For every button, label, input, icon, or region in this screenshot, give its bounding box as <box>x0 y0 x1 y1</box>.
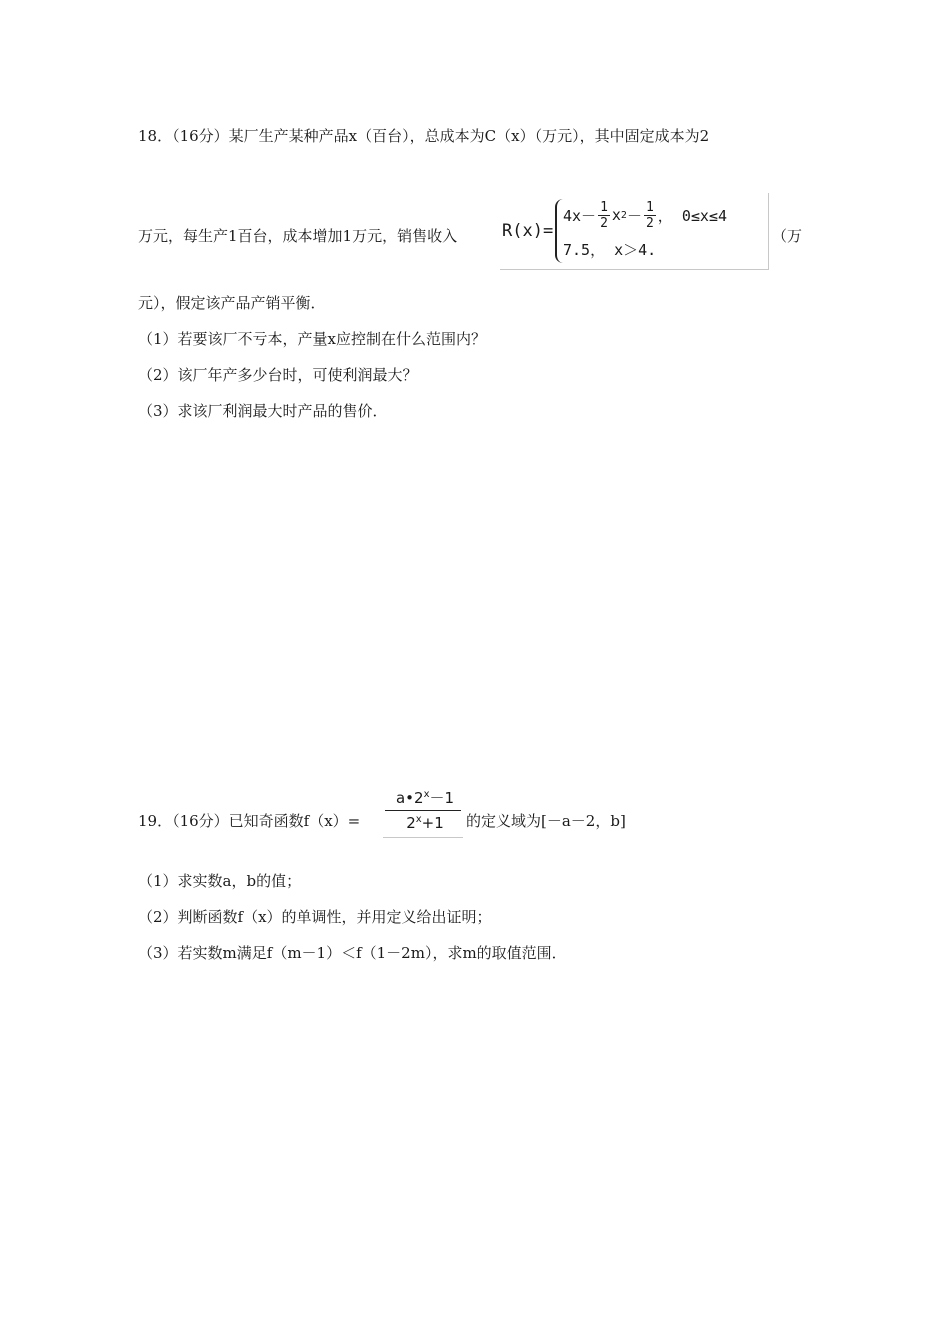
q18-stem-line2-prefix: 万元，每生产1百台，成本增加1万元，销售收入 <box>138 227 458 245</box>
den-base: 2 <box>406 814 416 832</box>
fraction-bar <box>385 810 461 811</box>
q18-stem-line3: 元），假定该产品产销平衡． <box>138 294 326 312</box>
frac2-denominator: 2 <box>645 215 654 231</box>
num-tail: －1 <box>429 789 455 807</box>
den-exponent: x <box>415 814 422 825</box>
q18-part-1: （1）若要该厂不亏本，产量x应控制在什么范围内？ <box>138 330 487 348</box>
q18-stem-line1: 18．（16分）某厂生产某种产品x（百台），总成本为C（x）（万元），其中固定成本为2 <box>138 127 710 145</box>
case1-x: x <box>611 206 621 224</box>
q19-part-3: （3）若实数m满足f（m－1）＜f（1－2m），求m的取值范围． <box>138 944 567 962</box>
case1-condition: ， 0≤x≤4 <box>657 206 727 225</box>
case1-minus: － <box>626 206 642 225</box>
fx-fraction <box>383 787 463 838</box>
frac1-denominator: 2 <box>600 215 608 231</box>
q18-stem-line2-suffix: （万 <box>772 227 803 245</box>
num-a: a•2 <box>395 789 424 807</box>
q19-stem-prefix: 19．（16分）已知奇函数f（x）= <box>138 812 361 830</box>
q19-stem-suffix: 的定义域为[－a－2，b] <box>466 812 626 830</box>
fx-denominator <box>387 814 463 832</box>
formula-lhs: R(x)= <box>502 221 554 241</box>
frac1-numerator: 1 <box>600 199 608 215</box>
frac2-numerator: 1 <box>645 199 654 215</box>
case1-exponent: 2 <box>620 209 627 221</box>
case1-lead: 4x－ <box>563 206 597 225</box>
num-exponent: x <box>423 789 430 800</box>
q19-part-1: （1）求实数a，b的值； <box>138 872 302 890</box>
revenue-piecewise-formula <box>500 193 769 270</box>
fraction-one-half-a <box>598 200 610 231</box>
formula-case-1 <box>563 197 727 233</box>
q19-part-2: （2）判断函数f（x）的单调性，并用定义给出证明； <box>138 908 492 926</box>
q18-part-3: （3）求该厂利润最大时产品的售价． <box>138 402 388 420</box>
q18-part-2: （2）该厂年产多少台时，可使利润最大？ <box>138 366 418 384</box>
den-tail: +1 <box>421 814 444 832</box>
fx-numerator <box>387 787 463 808</box>
fraction-one-half-b <box>644 200 656 231</box>
formula-case-2: 7.5， x＞4. <box>563 241 657 259</box>
